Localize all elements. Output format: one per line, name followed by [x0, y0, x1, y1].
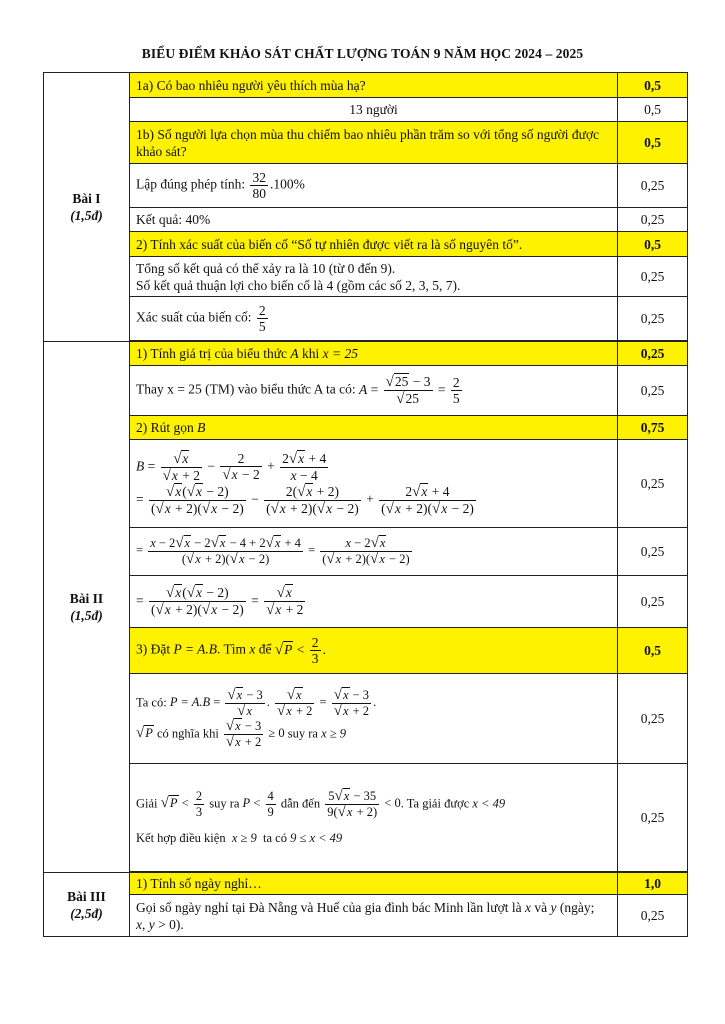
section-points: (1,5đ)	[70, 608, 103, 623]
score-cell: 0,5	[618, 98, 688, 122]
answer-ii-1	[130, 366, 618, 416]
question-1a: 1a) Có bao nhiêu người yêu thích mùa hạ?	[130, 73, 618, 98]
table-row	[44, 576, 688, 628]
table-row	[44, 628, 688, 674]
answer-line: Tổng số kết quả có thể xảy ra là 10 (từ 0 đến 9).	[136, 260, 396, 276]
math-expr: x = 25	[322, 346, 359, 361]
numerator: 32	[252, 170, 266, 185]
section-name: Bài I	[72, 191, 101, 206]
answer-text: Thay x = 25 (TM) vào biểu thức A ta có:	[136, 381, 356, 397]
question-iii-1: 1) Tính số ngày nghỉ…	[130, 873, 618, 895]
answer-text: Kết hợp điều kiện	[136, 830, 226, 845]
denominator: 5	[258, 319, 266, 334]
score-cell: 0,25	[618, 164, 688, 208]
math-line: Ta có: P = A.B = $\frac{√x - 3}{√x}$ . $\frac{√x}{√x + 2}$ = $\frac{√x - 3}{√x + 2}$ .	[136, 686, 377, 719]
score-cell: 0,25	[618, 440, 688, 528]
question-text: . Tìm	[217, 641, 247, 657]
table-row	[44, 895, 688, 937]
answer-ii-2-step2	[130, 528, 618, 576]
score-cell: 0,25	[618, 674, 688, 764]
answer-line: Số kết quả thuận lợi cho biến cố là 4 (gồm các số 2, 3, 5, 7).	[136, 277, 461, 293]
section-name: Bài II	[69, 591, 104, 606]
score-cell: 0,25	[618, 208, 688, 232]
score-cell: 0,25	[618, 764, 688, 872]
score-cell: 0,25	[618, 366, 688, 416]
fraction	[257, 303, 268, 334]
table-row	[44, 440, 688, 528]
table-row	[44, 528, 688, 576]
answer-text: Giải	[136, 795, 158, 810]
answer-ii-2-step1	[130, 440, 618, 528]
table-row	[44, 98, 688, 122]
score-cell: 0,25	[618, 528, 688, 576]
score-cell: 1,0	[618, 873, 688, 895]
question-ii-2	[130, 416, 618, 440]
score-cell: 0,25	[618, 576, 688, 628]
answer-ii-3-step2	[130, 764, 618, 872]
question-ii-1	[130, 342, 618, 366]
answer-text: ta có	[263, 830, 287, 845]
math-var: A	[290, 346, 299, 361]
math-line: Giải √P < $\frac{2}{3}$ suy ra P < $\frac{4}{9}$ dẫn đến $\frac{5√x - 35}{9(√x + 2)}$ < 0. Ta giải được x < 49	[136, 787, 506, 820]
answer-text: Lập đúng phép tính:	[136, 176, 246, 192]
answer-text: Ta có:	[136, 694, 167, 709]
answer-1b-step1	[130, 164, 618, 208]
answer-1a: 13 người	[130, 98, 618, 122]
question-text: để	[258, 641, 272, 657]
math-var: x	[249, 641, 256, 657]
section-name: Bài III	[67, 888, 106, 904]
question-text: khi	[302, 346, 320, 361]
math-expr: = $\frac{√x(√x - 2)}{(√x + 2)(√x - 2)}$ = $\frac{√x}{√x + 2}$	[136, 585, 304, 618]
score-table	[43, 72, 688, 937]
score-cell: 0,5	[618, 232, 688, 257]
score-cell: 0,5	[618, 122, 688, 164]
answer-text: .100%	[269, 176, 305, 192]
math-var: B	[197, 420, 206, 435]
answer-1b-step2: Kết quả: 40%	[130, 208, 618, 232]
answer-text: dẫn đến	[280, 795, 321, 810]
table-row	[44, 232, 688, 257]
answer-text: Xác suất của biến cố:	[136, 309, 252, 325]
math-expr: = $\frac{x - 2√x - 2√x - 4 + 2√x + 4}{(√x + 2)(√x - 2)}$ = $\frac{x - 2√x}{(√x + 2)(√x - 2)}$	[136, 535, 410, 567]
denominator: 80	[252, 186, 266, 201]
table-row	[44, 873, 688, 895]
score-cell: 0,75	[618, 416, 688, 440]
table-row	[44, 297, 688, 341]
answer-2-step1	[130, 257, 618, 297]
math-expr: A = $\frac{√25 - 3}{√25}$ = $\frac{2}{5}$	[359, 374, 460, 407]
score-cell: 0,25	[618, 895, 688, 937]
question-1b: 1b) Số người lựa chọn mùa thu chiếm bao nhiêu phần trăm so với tổng số người được khảo sát?	[130, 122, 618, 164]
score-cell: 0,25	[618, 257, 688, 297]
table-row	[44, 73, 688, 98]
question-ii-3	[130, 628, 618, 674]
section-bai-2	[44, 342, 130, 873]
numerator: 2	[258, 303, 266, 318]
table-row	[44, 674, 688, 764]
answer-text: Gọi số ngày nghỉ tại Đà Nẵng và Huế của gia đình bác Minh lần lượt là	[136, 899, 522, 915]
score-cell: 0,5	[618, 73, 688, 98]
math-expr: = $\frac{√x(√x - 2)}{(√x + 2)(√x - 2)}$ − $\frac{2(√x + 2)}{(√x + 2)(√x - 2)}$ + $\frac{2√x + 4}{(√x + 2)(√x - 2)}$	[136, 483, 474, 517]
answer-text: suy ra	[287, 725, 318, 740]
question-text: 1) Tính giá trị của biểu thức	[136, 346, 288, 361]
answer-ii-3-step1	[130, 674, 618, 764]
answer-ii-2-step3	[130, 576, 618, 628]
score-cell: 0,5	[618, 628, 688, 674]
answer-text: có nghĩa khi	[157, 725, 219, 740]
table-row	[44, 416, 688, 440]
answer-text: suy ra	[209, 795, 240, 810]
table-row	[44, 122, 688, 164]
math-expr: √P < $\frac{2}{3}$ .	[274, 635, 326, 666]
score-cell: 0,25	[618, 297, 688, 341]
math-expr: P = A.B	[173, 641, 217, 657]
section-bai-3	[44, 873, 130, 937]
math-line: Kết hợp điều kiện x ≥ 9 ta có 9 ≤ x < 49	[136, 830, 343, 845]
question-text: 3) Đặt	[136, 641, 171, 657]
page-title: BIỂU ĐIỂM KHẢO SÁT CHẤT LƯỢNG TOÁN 9 NĂM HỌC 2024 – 2025	[141, 46, 584, 61]
table-row	[44, 257, 688, 297]
answer-text: . Ta giải được	[400, 795, 470, 810]
section-points: (1,5đ)	[70, 208, 103, 223]
math-line: √P có nghĩa khi $\frac{√x - 3}{√x + 2}$ ≥ 0 suy ra x ≥ 9	[136, 717, 347, 750]
score-cell: 0,25	[618, 342, 688, 366]
question-text: 2) Rút gọn	[136, 420, 194, 435]
table-row	[44, 366, 688, 416]
answer-text: (ngày;	[559, 899, 595, 915]
table-row	[44, 208, 688, 232]
answer-iii-1: Gọi số ngày nghỉ tại Đà Nẵng và Huế của gia đình bác Minh lần lượt là x và y (ngày; x, y > 0).	[130, 895, 618, 937]
answer-2-step2	[130, 297, 618, 341]
table-row	[44, 764, 688, 872]
question-2: 2) Tính xác suất của biến cố “Số tự nhiên được viết ra là số nguyên tố”.	[130, 232, 618, 257]
math-expr: B = $\frac{√x}{√x + 2}$ − $\frac{2}{√x - 2}$ + $\frac{2√x + 4}{x - 4}$	[136, 450, 327, 484]
fraction	[250, 170, 268, 201]
section-points: (2,5đ)	[70, 905, 103, 921]
table-row	[44, 342, 688, 366]
table-row	[44, 164, 688, 208]
section-bai-1	[44, 73, 130, 342]
